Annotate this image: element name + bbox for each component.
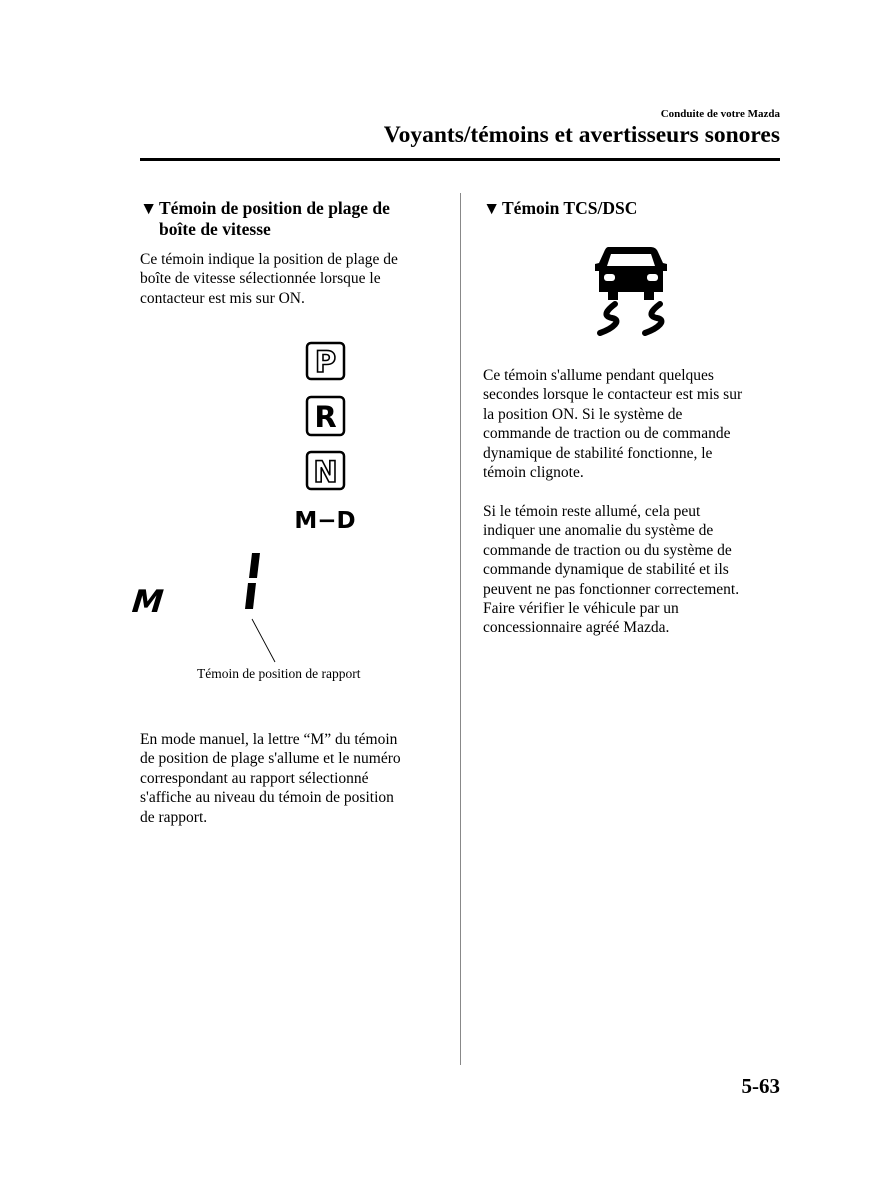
triangle-marker-icon: ▼ bbox=[483, 198, 501, 218]
gear-range-indicator-heading bbox=[140, 198, 440, 240]
text-line: Faire vérifier le véhicule par un bbox=[483, 600, 679, 618]
p-indicator-icon bbox=[307, 343, 344, 379]
gear-range-intro bbox=[140, 250, 440, 308]
text-line: commande dynamique de stabilité et ils bbox=[483, 561, 729, 579]
text-line: boîte de vitesse sélectionnée lorsque le bbox=[140, 270, 381, 288]
text-line: peuvent ne pas fonctionner correctement. bbox=[483, 580, 740, 598]
heading-line-1: Témoin de position de plage de bbox=[159, 198, 390, 218]
text-line: dynamique de stabilité fonctionne, le bbox=[483, 444, 713, 462]
page-title: Voyants/témoins et avertisseurs sonores bbox=[383, 122, 780, 148]
text-line: concessionnaire agréé Mazda. bbox=[483, 619, 670, 637]
text-line: Ce témoin s'allume pendant quelques bbox=[483, 367, 714, 384]
md-indicator-label: M−D bbox=[294, 508, 356, 534]
text-line: de rapport. bbox=[140, 808, 208, 826]
gear-position-caption: Témoin de position de rapport bbox=[197, 666, 361, 681]
r-indicator-icon bbox=[307, 397, 344, 435]
tcs-dsc-paragraph-2 bbox=[483, 502, 783, 638]
text-line: de position de plage s'allume et le numéro bbox=[140, 750, 401, 768]
manual-m-indicator: M bbox=[130, 584, 166, 620]
heading-line-2: boîte de vitesse bbox=[159, 219, 271, 239]
heading-text: Témoin TCS/DSC bbox=[502, 198, 638, 218]
indicator-letter-n: N bbox=[313, 455, 338, 489]
indicator-letter-r: R bbox=[314, 400, 337, 434]
column-divider bbox=[460, 193, 461, 1065]
text-line: commande de traction ou de commande bbox=[483, 425, 731, 443]
text-line: s'affiche au niveau du témoin de position bbox=[140, 789, 394, 807]
section-header: Conduite de votre Mazda bbox=[660, 108, 780, 120]
tcs-dsc-icon bbox=[595, 247, 667, 333]
gear-number-digit-icon bbox=[245, 553, 260, 609]
text-line: indiquer une anomalie du système de bbox=[483, 522, 714, 540]
header-rule bbox=[140, 158, 780, 161]
text-line: correspondant au rapport sélectionné bbox=[140, 769, 369, 787]
n-indicator-icon bbox=[307, 452, 344, 489]
indicator-letter-p: P bbox=[314, 345, 337, 379]
tcs-dsc-heading bbox=[483, 198, 783, 219]
tcs-dsc-paragraph-1 bbox=[483, 366, 783, 482]
page-number: 5-63 bbox=[741, 1074, 780, 1098]
text-line: secondes lorsque le contacteur est mis sur bbox=[483, 386, 743, 404]
text-line: commande de traction ou du système de bbox=[483, 541, 732, 559]
callout-leader-line bbox=[252, 619, 275, 662]
text-line: Ce témoin indique la position de plage de bbox=[140, 251, 398, 268]
text-line: témoin clignote. bbox=[483, 464, 584, 482]
text-line: contacteur est mis sur ON. bbox=[140, 289, 305, 307]
triangle-marker-icon: ▼ bbox=[140, 198, 158, 218]
manual-mode-paragraph bbox=[140, 730, 440, 827]
text-line: En mode manuel, la lettre “M” du témoin bbox=[140, 731, 398, 748]
text-line: Si le témoin reste allumé, cela peut bbox=[483, 503, 701, 520]
text-line: la position ON. Si le système de bbox=[483, 405, 683, 423]
